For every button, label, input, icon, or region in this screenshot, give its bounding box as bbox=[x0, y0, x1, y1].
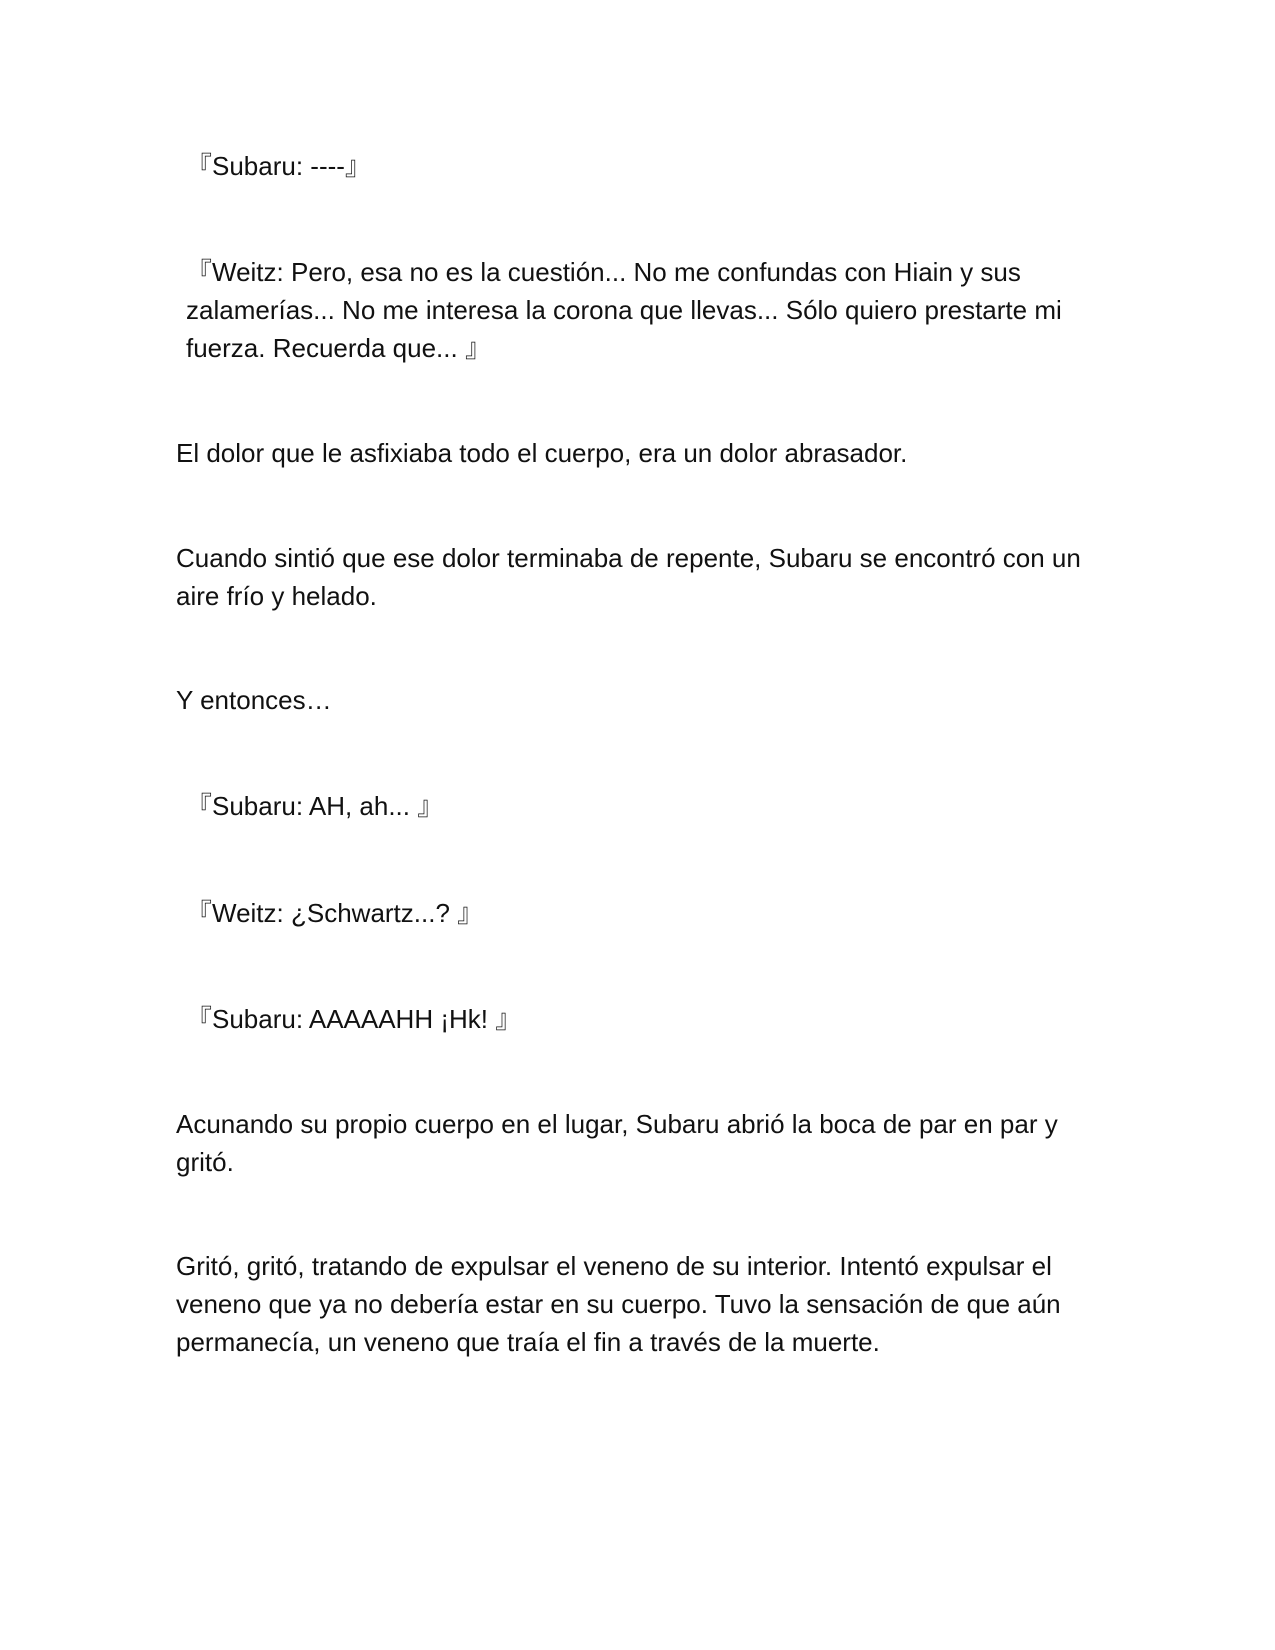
dialog-line: 『Weitz: Pero, esa no es la cuestión... No me confundas con Hiain y sus zalamerías... No me interesa la corona que llevas... Sólo quiero prestarte mi fuerza. Recuerda que... 』 bbox=[186, 257, 1062, 363]
dialog-line: 『Subaru: AAAAAHH ¡Hk! 』 bbox=[186, 1004, 522, 1034]
dialog-line: 『Subaru: AH, ah... 』 bbox=[186, 791, 444, 821]
dialog-line: 『Weitz: ¿Schwartz...? 』 bbox=[186, 898, 484, 928]
narration-paragraph: Acunando su propio cuerpo en el lugar, Subaru abrió la boca de par en par y gritó. bbox=[176, 1109, 1058, 1177]
dialog-line: 『Subaru: ----』 bbox=[186, 151, 371, 181]
narration-paragraph: Y entonces… bbox=[176, 685, 332, 715]
narration-paragraph: Cuando sintió que ese dolor terminaba de repente, Subaru se encontró con un aire frío y helado. bbox=[176, 543, 1081, 611]
narration-paragraph: El dolor que le asfixiaba todo el cuerpo, era un dolor abrasador. bbox=[176, 438, 908, 468]
narration-paragraph: Gritó, gritó, tratando de expulsar el veneno de su interior. Intentó expulsar el veneno que ya no debería estar en su cuerpo. Tuvo la sensación de que aún permanecía, un veneno que traía el fin a través de la muerte. bbox=[176, 1251, 1061, 1357]
